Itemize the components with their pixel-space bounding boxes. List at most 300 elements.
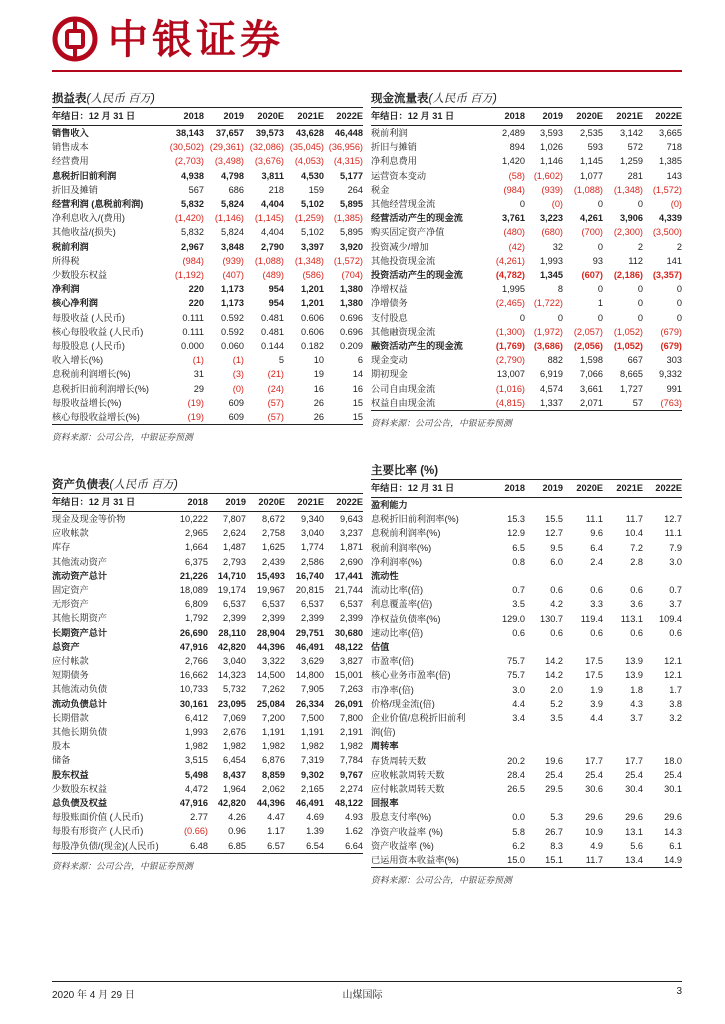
cell-value: 2.0	[550, 684, 563, 695]
cell-value: 17.7	[585, 755, 603, 766]
cell-value	[563, 725, 603, 739]
cell-value: (4,815)	[495, 397, 525, 408]
cell-value: (1,769)	[495, 341, 525, 352]
cell-value: 2,165	[301, 783, 324, 794]
cell-value: 14	[352, 369, 363, 380]
cell-value: 0	[676, 284, 682, 295]
cell-value: 1.7	[669, 684, 682, 695]
cell-value: 3.8	[669, 698, 682, 709]
column-header-label: 年结日：12 月 31 日	[371, 111, 455, 121]
cell-value: 0	[676, 298, 682, 309]
cell-value: 6,412	[185, 712, 208, 723]
cell-value: 3.0	[512, 684, 525, 695]
cell-value: 3.7	[630, 713, 643, 724]
cell-value: (1)	[192, 355, 204, 366]
cell-value: 1	[597, 298, 603, 309]
cell-value: 2,439	[262, 556, 285, 567]
cell-value: 93	[592, 255, 603, 266]
cell-value: 2,624	[223, 528, 246, 539]
row-label: 息税折旧前利润率(%)	[371, 514, 459, 525]
cell-value: 1,345	[540, 270, 563, 281]
table-row	[371, 597, 682, 611]
cell-value: 609	[228, 412, 244, 423]
cell-value: 1,792	[185, 613, 208, 624]
cell-value: 0	[597, 241, 603, 252]
cell-value: (1,602)	[533, 170, 563, 181]
table-row	[52, 768, 363, 782]
cell-value: 6.48	[190, 840, 208, 851]
cell-value	[525, 796, 563, 810]
cell-value: 13.9	[625, 656, 643, 667]
cell-value: 17.5	[585, 656, 603, 667]
cell-value: (700)	[581, 227, 603, 238]
cell-value: 4,261	[580, 213, 603, 224]
table-row	[52, 697, 363, 711]
cell-value: (3,498)	[214, 156, 244, 167]
header-divider	[52, 70, 682, 72]
cell-value: 3,142	[620, 128, 643, 138]
table-row	[52, 725, 363, 739]
cell-value: 16,662	[179, 670, 208, 681]
cell-value: (3,357)	[652, 270, 682, 281]
row-label: 税前利润	[371, 128, 408, 138]
cell-value: (679)	[660, 341, 682, 352]
cell-value: (1,348)	[613, 184, 643, 195]
table-row	[371, 353, 682, 367]
row-label: 盈利能力	[371, 500, 408, 510]
cell-value: 25.4	[585, 769, 603, 780]
cell-value	[525, 725, 563, 739]
column-header-year: 2022E	[655, 111, 682, 121]
cell-value: 4,472	[185, 783, 208, 794]
cell-value: 1.17	[267, 826, 285, 837]
table-row	[371, 268, 682, 282]
cell-value: 3.4	[512, 713, 525, 724]
cell-value: 6,919	[540, 369, 563, 380]
column-header-year: 2018	[504, 483, 525, 493]
row-label: 运营资本变动	[371, 170, 427, 181]
row-label: 权益自由现金流	[371, 397, 436, 408]
cell-value: 1,191	[301, 727, 324, 738]
cell-value: 5,832	[181, 199, 204, 210]
row-label: 融资活动产生的现金流	[371, 341, 463, 352]
cell-value: 2,535	[580, 128, 603, 138]
cell-value: 143	[666, 170, 682, 181]
table-row	[371, 197, 682, 211]
cell-value: 21,744	[334, 585, 363, 596]
cell-value: 8,859	[262, 769, 285, 780]
cell-value: 30,680	[334, 627, 363, 638]
cell-value: 19,174	[217, 585, 246, 596]
cell-value: (0.66)	[183, 826, 208, 837]
table-row	[371, 512, 682, 526]
cell-value	[603, 498, 643, 513]
cell-value: 7,262	[262, 684, 285, 695]
table-header-row	[371, 108, 682, 126]
cell-value: 2,399	[301, 613, 324, 624]
cell-value: 1,380	[340, 298, 363, 309]
cell-value	[603, 569, 643, 583]
cell-value	[525, 569, 563, 583]
cell-value: 46,448	[334, 128, 363, 138]
row-label: 企业价值/息税折旧前利	[371, 713, 466, 724]
cell-value: 567	[188, 184, 204, 195]
balance-title-text: 资产负债表	[52, 479, 110, 491]
cell-value: 3.9	[590, 698, 603, 709]
cell-value: 5.2	[550, 698, 563, 709]
cell-value: (1,259)	[294, 213, 324, 224]
row-label: 少数股东权益	[52, 270, 108, 281]
cell-value: 9,332	[659, 369, 682, 380]
cell-value: 4.47	[267, 812, 285, 823]
cell-value: 6.64	[345, 840, 363, 851]
cell-value: 6,537	[262, 599, 285, 610]
column-header-year: 2019	[223, 111, 244, 121]
cell-value: 264	[347, 184, 363, 195]
cell-value: 14.2	[545, 656, 563, 667]
balance-source-note: 资料来源：公司公告，中银证券预测	[52, 860, 193, 871]
cell-value: 43,628	[295, 128, 324, 138]
cell-value: 25,084	[256, 698, 285, 709]
table-row	[371, 810, 682, 824]
row-label: 速动比率(倍)	[371, 627, 424, 638]
cell-value: 15.1	[545, 855, 563, 866]
row-label: 应付帐款周转天数	[371, 784, 445, 795]
cell-value: 14.2	[545, 670, 563, 681]
cell-value	[603, 640, 643, 654]
cell-value: 3.6	[630, 599, 643, 610]
cell-value: 6,454	[223, 755, 246, 766]
cell-value: 29,751	[295, 627, 324, 638]
cell-value: (607)	[581, 270, 603, 281]
cell-value: 8,665	[620, 369, 643, 380]
column-header-year: 2021E	[297, 497, 324, 507]
table-row	[52, 569, 363, 583]
column-header-year: 2019	[542, 483, 563, 493]
income-statement-panel	[52, 90, 363, 443]
row-label: 期初现金	[371, 369, 408, 380]
cell-value: 13.9	[625, 670, 643, 681]
cell-value: 3,593	[540, 128, 563, 138]
cell-value: 46,491	[295, 641, 324, 652]
cell-value: 1,993	[185, 727, 208, 738]
cell-value: (29,361)	[209, 142, 244, 153]
row-label: 投资减少/增加	[371, 241, 429, 252]
cell-value: 32	[552, 241, 563, 252]
cell-value: 47,916	[179, 641, 208, 652]
table-row	[52, 240, 363, 254]
column-header-year: 2018	[187, 497, 208, 507]
table-row	[371, 311, 682, 325]
cell-value: 1,598	[580, 355, 603, 366]
cell-value: 0.592	[221, 326, 244, 337]
row-label: 税前利润	[52, 241, 89, 252]
table-row	[371, 654, 682, 668]
cell-value: (763)	[660, 397, 682, 408]
cell-value: 10	[313, 355, 324, 366]
cell-value: 2,758	[262, 528, 285, 539]
cell-value: 0.481	[261, 326, 284, 337]
cell-value: (2,703)	[174, 156, 204, 167]
cell-value: 6.4	[590, 542, 603, 553]
column-header-year: 2020E	[258, 497, 285, 507]
cell-value: 6,876	[262, 755, 285, 766]
table-row	[371, 225, 682, 239]
key-ratios-title: 主要比率 (%)	[371, 462, 682, 480]
cell-value: 29	[193, 383, 204, 394]
table-row	[52, 410, 363, 425]
cell-value: 5,824	[221, 199, 244, 210]
cell-value: 2,489	[502, 128, 525, 138]
cell-value: (1,145)	[254, 213, 284, 224]
cell-value: 882	[547, 355, 563, 366]
table-row	[52, 753, 363, 767]
cell-value: 15,493	[256, 570, 285, 581]
cell-value: 7,066	[580, 369, 603, 380]
cell-value: 5,102	[301, 227, 324, 238]
cell-value: 28.4	[507, 769, 525, 780]
cell-value: 10,222	[179, 514, 208, 524]
table-row	[371, 526, 682, 540]
cell-value: 11.7	[585, 855, 603, 866]
table-row	[52, 296, 363, 310]
cell-value: 15.0	[507, 855, 525, 866]
row-label: 核心每股收益增长(%)	[52, 412, 140, 423]
cell-value: 26.7	[545, 826, 563, 837]
cell-value	[487, 725, 525, 739]
cell-value: 1,664	[185, 542, 208, 553]
cell-value: 303	[666, 355, 682, 366]
cell-value: 0.209	[340, 341, 363, 352]
table-row	[52, 555, 363, 569]
cell-value: 109.4	[659, 613, 682, 624]
cell-value: 8,672	[262, 514, 285, 524]
cell-value: 7.9	[669, 542, 682, 553]
column-header-year: 2022E	[655, 483, 682, 493]
cell-value: 2,274	[340, 783, 363, 794]
cell-value: 5,498	[185, 769, 208, 780]
cell-value: 25.4	[545, 769, 563, 780]
cell-value: 3,397	[301, 241, 324, 252]
cell-value: (21)	[267, 369, 284, 380]
table-row	[371, 839, 682, 853]
cell-value: 119.4	[580, 613, 603, 624]
table-row	[371, 725, 682, 739]
row-label: 息税前利润增长(%)	[52, 369, 131, 380]
table-row	[52, 154, 363, 168]
row-label: 长期资产总计	[52, 627, 108, 638]
row-label: 少数股东权益	[52, 783, 108, 794]
table-row	[371, 240, 682, 254]
row-label: 每股收益 (人民币)	[52, 312, 125, 323]
cell-value: 4.69	[306, 812, 324, 823]
row-label: 现金及现金等价物	[52, 514, 126, 524]
cell-value: (489)	[262, 270, 284, 281]
table-row	[52, 654, 363, 668]
cell-value: (1,722)	[533, 298, 563, 309]
row-label: 销售收入	[52, 128, 89, 138]
row-label: 其他长期负债	[52, 727, 108, 738]
cell-value: 5,895	[340, 227, 363, 238]
table-row	[52, 810, 363, 824]
cell-value: 3,040	[223, 656, 246, 667]
cell-value: 220	[188, 284, 204, 295]
table-header-row	[371, 480, 682, 498]
cell-value: 0.144	[261, 341, 284, 352]
cell-value: 20,815	[295, 585, 324, 596]
cell-value: 3.2	[669, 713, 682, 724]
table-row	[371, 626, 682, 640]
cell-value: 15	[352, 397, 363, 408]
cell-value: 2.77	[190, 812, 208, 823]
cell-value: 30.4	[625, 784, 643, 795]
row-label: 固定资产	[52, 585, 89, 596]
cell-value: 1,982	[223, 741, 246, 752]
table-row	[52, 382, 363, 396]
column-header-year: 2021E	[616, 483, 643, 493]
column-header-label: 年结日：12 月 31 日	[52, 111, 136, 121]
cell-value: 42,820	[217, 798, 246, 809]
cell-value: 1.62	[345, 826, 363, 837]
row-label: 其他流动资产	[52, 556, 108, 567]
column-header-year: 2019	[542, 111, 563, 121]
cash-flow-panel	[371, 90, 682, 429]
cell-value: 686	[228, 184, 244, 195]
column-header-label: 年结日：12 月 31 日	[371, 483, 455, 493]
cell-value: (57)	[267, 412, 284, 423]
table-row	[371, 296, 682, 310]
cell-value: 2,191	[340, 727, 363, 738]
cell-value: 572	[627, 142, 643, 153]
cell-value: 5	[278, 355, 284, 366]
table-row	[371, 754, 682, 768]
footer-page-number: 3	[676, 986, 682, 997]
cell-value: (4,782)	[495, 270, 525, 281]
row-label: 市净率(倍)	[371, 684, 414, 695]
cell-value: 15	[352, 412, 363, 423]
cell-value: 14,500	[256, 670, 285, 681]
row-label: 总资产	[52, 641, 80, 652]
cell-value: 18,089	[179, 585, 208, 596]
cell-value: 31	[193, 369, 204, 380]
cell-value: 3,322	[262, 656, 285, 667]
cell-value: 1.39	[306, 826, 324, 837]
cell-value: (939)	[222, 255, 244, 266]
cell-value: 2,793	[223, 556, 246, 567]
cell-value: 4,404	[261, 199, 284, 210]
cell-value: (32,086)	[249, 142, 284, 153]
cell-value: 30,161	[179, 698, 208, 709]
row-label: 核心每股收益 (人民币)	[52, 326, 144, 337]
cell-value: 1,026	[540, 142, 563, 153]
cell-value: 6.85	[228, 840, 246, 851]
row-label: 无形资产	[52, 599, 89, 610]
table-row	[52, 268, 363, 282]
cell-value: (984)	[503, 184, 525, 195]
cell-value: (1,572)	[333, 255, 363, 266]
cell-value: (1,088)	[254, 255, 284, 266]
cell-value: 10.4	[625, 528, 643, 539]
cell-value: (0)	[551, 199, 563, 210]
table-row	[371, 683, 682, 697]
cell-value: 3,827	[340, 656, 363, 667]
cell-value: 0.182	[301, 341, 324, 352]
cell-value: 0.111	[182, 326, 204, 337]
cell-value	[603, 796, 643, 810]
cell-value: 3.7	[669, 599, 682, 610]
cell-value: 29.6	[585, 812, 603, 823]
cell-value: 46,491	[295, 798, 324, 809]
cell-value: 220	[188, 298, 204, 309]
cell-value: 1,146	[540, 156, 563, 167]
cell-value: (2,465)	[495, 298, 525, 309]
cell-value: 718	[666, 142, 682, 153]
cell-value: 6.1	[669, 840, 682, 851]
table-row	[371, 739, 682, 753]
cell-value	[603, 725, 643, 739]
cell-value: 112	[628, 255, 643, 266]
table-row	[52, 254, 363, 268]
cell-value: 4.3	[630, 698, 643, 709]
cell-value: 609	[228, 397, 244, 408]
table-row	[371, 126, 682, 141]
cell-value: 11.7	[625, 514, 643, 525]
cell-value: 30.1	[664, 784, 682, 795]
cell-value: 15.3	[507, 514, 525, 525]
row-label: 支付股息	[371, 312, 408, 323]
cell-value	[525, 498, 563, 513]
table-row	[52, 183, 363, 197]
cell-value: 1,259	[620, 156, 643, 167]
cell-value: (1,972)	[533, 326, 563, 337]
cell-value: (3,686)	[533, 341, 563, 352]
income-statement-table	[52, 108, 363, 425]
cell-value: 4,574	[540, 383, 563, 394]
table-row	[371, 612, 682, 626]
cell-value: 1,145	[580, 156, 603, 167]
table-row	[52, 282, 363, 296]
table-row	[52, 325, 363, 339]
cell-value: (3,500)	[652, 227, 682, 238]
cell-value: 42,820	[217, 641, 246, 652]
cell-value	[487, 569, 525, 583]
table-row	[371, 396, 682, 411]
cell-value: (4,261)	[495, 255, 525, 266]
cell-value: 0	[519, 199, 525, 210]
cell-value: 28,110	[218, 627, 246, 638]
table-row	[371, 211, 682, 225]
row-label: 息税折旧前利润增长(%)	[52, 383, 149, 394]
cell-value: 1,995	[502, 284, 525, 295]
table-row	[371, 254, 682, 268]
cell-value: (24)	[267, 383, 284, 394]
row-label: 流动比率(倍)	[371, 585, 424, 596]
cell-value: 26	[313, 412, 324, 423]
cell-value: 6.0	[550, 556, 563, 567]
cell-value: 159	[308, 184, 324, 195]
cell-value: 7,800	[340, 712, 363, 723]
cell-value: 2,676	[223, 727, 246, 738]
cell-value: 0.606	[301, 326, 324, 337]
cell-value: (1,146)	[214, 213, 244, 224]
cell-value: 0.000	[181, 341, 204, 352]
cashflow-unit-text: (人民币 百万)	[428, 93, 497, 105]
cell-value: 4,339	[659, 213, 682, 224]
cell-value: 1,982	[301, 741, 324, 752]
cell-value: 4,404	[261, 227, 284, 238]
income-title-text: 损益表	[52, 93, 87, 105]
table-row	[52, 682, 363, 696]
